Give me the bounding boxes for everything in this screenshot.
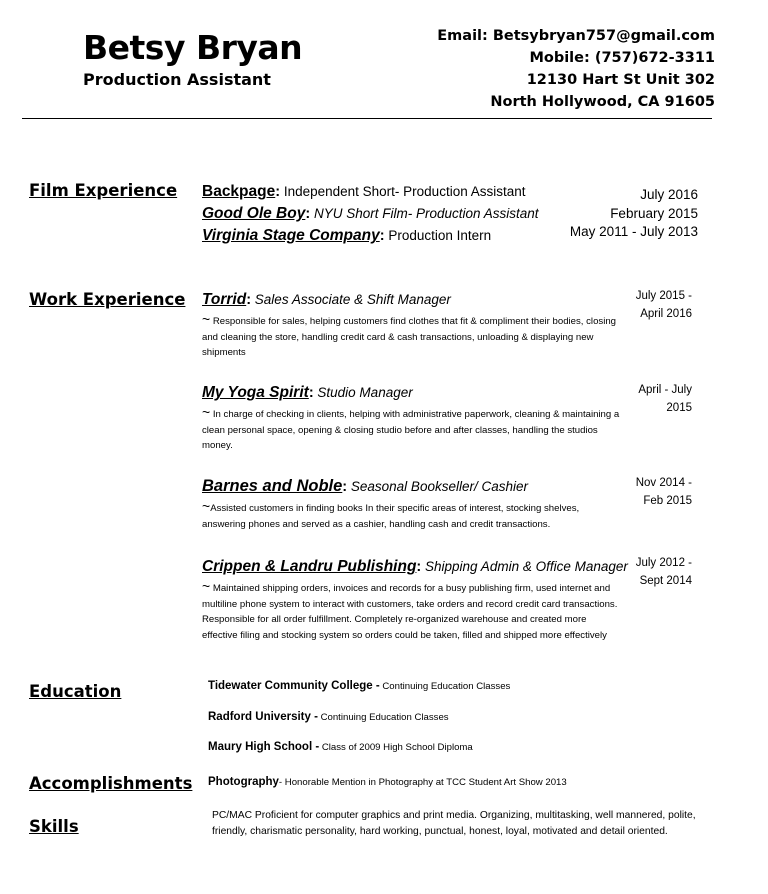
section-heading-accomplishments: Accomplishments	[29, 774, 193, 793]
film-list	[202, 181, 622, 247]
work-date-end: 2015	[666, 402, 692, 414]
education-item	[208, 680, 510, 692]
tilde-bullet: ~	[202, 498, 211, 514]
work-item: Crippen & Landru Publishing: Shipping Admin & Office Manager ~ Maintained shipping orders, invoices and records for a busy publishing firm, used internet and multiline phone system to interact with customers, take orders and record credit card transactions. Responsible for all order fulfillment. Completely re-organized warehouse and created more effective filing and stocking system so orders could be taken, filled and shipped more effectively	[202, 558, 628, 641]
education-detail: Class of 2009 High School Diploma	[319, 742, 473, 753]
work-item: Torrid: Sales Associate & Shift Manager ~ Responsible for sales, helping customers find clothes that fit & compliment their bodies, closing and cleaning the store, handling credit card & cash transactions, unloading & displaying new shipments	[202, 291, 616, 358]
contact-address-line1: 12130 Hart St Unit 302	[526, 72, 715, 88]
film-role: NYU Short Film- Production Assistant	[310, 206, 539, 221]
contact-block	[437, 25, 715, 113]
work-date	[592, 474, 692, 510]
work-role: Shipping Admin & Office Manager	[421, 559, 628, 574]
work-role: Seasonal Bookseller/ Cashier	[347, 479, 528, 494]
work-description: In charge of checking in clients, helping with administrative paperwork, cleaning & maintaining a clean personal space, opening & closing studio before and after classes, handling the studios money.	[202, 409, 620, 451]
tilde-bullet: ~	[202, 404, 211, 420]
film-org: Backpage	[202, 183, 276, 200]
work-date-end: April 2016	[640, 308, 692, 320]
education-detail: Continuing Education Classes	[317, 712, 449, 723]
tilde-bullet: ~	[202, 578, 211, 594]
film-org: Virginia Stage Company	[202, 227, 380, 244]
film-date: May 2011 - July 2013	[569, 224, 698, 239]
work-description: Maintained shipping orders, invoices and records for a busy publishing firm, used internet and multiline phone system to interact with customers, take orders and record credit card transactions. Responsible for all order fulfillment. Completely re-organized warehouse and created more effective filing and stocking system so orders could be taken, filled and shipped more effectively	[202, 583, 618, 641]
film-date: July 2016	[640, 187, 698, 202]
section-heading-education: Education	[29, 682, 122, 701]
work-item: Barnes and Noble: Seasonal Bookseller/ Cashier ~Assisted customers in finding books In their specific areas of interest, stocking shelves, answering phones and served as a cashier, handling cash and credit transactions.	[202, 477, 580, 530]
header-divider	[22, 118, 712, 119]
education-item	[208, 711, 449, 723]
work-role: Studio Manager	[313, 385, 413, 400]
work-date	[592, 287, 692, 323]
film-date: February 2015	[610, 205, 698, 221]
film-item: Backpage: Independent Short- Production Assistant	[202, 183, 526, 200]
work-org: My Yoga Spirit	[202, 384, 309, 401]
work-date-end: Feb 2015	[643, 495, 692, 507]
work-role: Sales Associate & Shift Manager	[251, 292, 451, 307]
education-item	[208, 741, 473, 753]
section-heading-film: Film Experience	[29, 181, 178, 200]
work-date	[592, 554, 692, 590]
skills-text: PC/MAC Proficient for computer graphics and print media. Organizing, multitasking, well mannered, polite, friendly, charismatic personality, hard working, punctual, honest, loyal, motivated and detail oriented.	[212, 810, 696, 837]
work-date-start: April - July	[638, 384, 692, 396]
education-school: Maury High School -	[208, 741, 320, 753]
applicant-title: Production Assistant	[83, 70, 271, 89]
film-item: Virginia Stage Company: Production Intern	[202, 227, 492, 244]
section-heading-skills: Skills	[29, 817, 79, 836]
work-date-end: Sept 2014	[639, 575, 692, 587]
contact-email: Email: Betsybryan757@gmail.com	[437, 28, 715, 44]
contact-address-line2: North Hollywood, CA 91605	[490, 94, 715, 110]
work-org: Torrid	[202, 291, 247, 308]
work-item: My Yoga Spirit: Studio Manager ~ In charge of checking in clients, helping with administrative paperwork, cleaning & maintaining a clean personal space, opening & closing studio before and after classes, handling the studios money.	[202, 384, 620, 451]
tilde-bullet: ~	[202, 311, 211, 327]
work-description: Assisted customers in finding books In their specific areas of interest, stocking shelves, answering phones and served as a cashier, handling cash and credit transactions.	[202, 503, 580, 530]
education-detail: Continuing Education Classes	[379, 681, 511, 692]
work-date-start: Nov 2014 -	[635, 477, 692, 489]
film-org: Good Ole Boy	[202, 205, 306, 222]
work-date	[592, 381, 692, 417]
work-description: Responsible for sales, helping customers find clothes that fit & compliment their bodies, closing and cleaning the store, handling credit card & cash transactions, unloading & displaying new shipments	[202, 316, 616, 358]
work-date-start: July 2012 -	[635, 557, 692, 569]
contact-mobile: Mobile: (757)672-3311	[529, 50, 715, 66]
education-school: Tidewater Community College -	[208, 680, 380, 692]
film-role: Independent Short- Production Assistant	[280, 184, 526, 199]
film-role: Production Intern	[384, 228, 492, 243]
section-heading-work: Work Experience	[29, 290, 186, 309]
accomplishment-label: Photography	[208, 776, 279, 788]
accomplishment-detail: - Honorable Mention in Photography at TCC Student Art Show 2013	[278, 777, 567, 788]
film-item: Good Ole Boy: NYU Short Film- Production Assistant	[202, 205, 539, 222]
film-dates	[570, 186, 698, 242]
accomplishment-item	[208, 776, 567, 788]
education-school: Radford University -	[208, 711, 318, 723]
work-date-start: July 2015 -	[635, 290, 692, 302]
work-org: Barnes and Noble	[202, 477, 343, 495]
work-org: Crippen & Landru Publishing	[202, 558, 417, 575]
applicant-name: Betsy Bryan	[83, 28, 303, 67]
